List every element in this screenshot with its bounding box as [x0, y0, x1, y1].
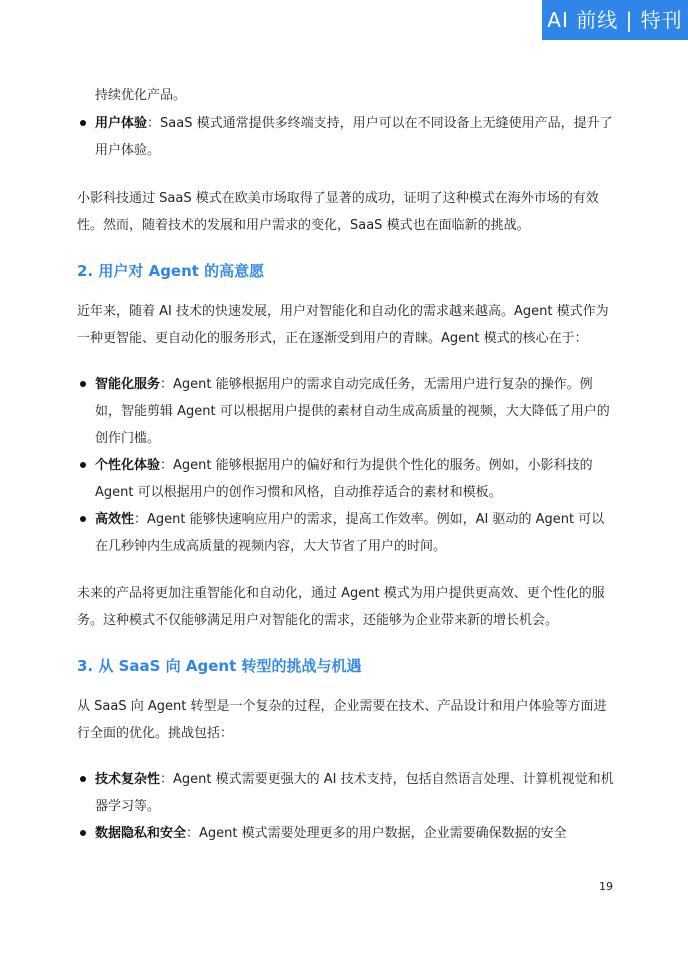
bullet-title: 智能化服务	[95, 377, 161, 392]
bullet-title: 数据隐私和安全	[95, 826, 187, 841]
bullet-title: 个性化体验	[95, 458, 161, 473]
page-content	[77, 83, 617, 847]
list-item	[77, 110, 617, 164]
bullet-list-top	[77, 110, 617, 164]
publication-badge: AI 前线 | 特刊	[542, 0, 688, 40]
bullet-text: ：Agent 能够根据用户的偏好和行为提供个性化的服务。例如，小影科技的 Agent 可以根据用户的创作习惯和风格，自动推荐适合的素材和模板。	[95, 458, 593, 500]
section-3-intro: 从 SaaS 向 Agent 转型是一个复杂的过程，企业需要在技术、产品设计和用户体验等方面进行全面的优化。挑战包括：	[77, 699, 607, 741]
continued-text: 持续优化产品。	[95, 88, 187, 103]
bullet-list-section-3	[77, 766, 617, 847]
page-number: 19	[599, 880, 613, 893]
bullet-title: 用户体验	[95, 116, 148, 131]
list-item	[77, 371, 617, 452]
section-heading-2: 2. 用户对 Agent 的高意愿	[77, 262, 265, 280]
bullet-text: ：Agent 模式需要处理更多的用户数据，企业需要确保数据的安全	[186, 826, 567, 841]
section-2-intro: 近年来，随着 AI 技术的快速发展，用户对智能化和自动化的需求越来越高。Agent 模式作为一种更智能、更自动化的服务形式，正在逐渐受到用户的青睐。Agent 模式的核心在于：	[77, 304, 609, 346]
bullet-text: ：Agent 能够根据用户的需求自动完成任务，无需用户进行复杂的操作。例如，智能剪辑 Agent 可以根据用户提供的素材自动生成高质量的视频，大大降低了用户的创作门槛。	[95, 377, 610, 446]
bullet-title: 技术复杂性	[95, 772, 161, 787]
list-item	[77, 506, 617, 560]
paragraph: 小影科技通过 SaaS 模式在欧美市场取得了显著的成功，证明了这种模式在海外市场的有效性。然而，随着技术的发展和用户需求的变化，SaaS 模式也在面临新的挑战。	[77, 191, 599, 233]
bullet-text: ：Agent 能够快速响应用户的需求，提高工作效率。例如，AI 驱动的 Agent 可以在几秒钟内生成高质量的视频内容，大大节省了用户的时间。	[95, 512, 605, 554]
list-item	[77, 766, 617, 820]
section-2-outro: 未来的产品将更加注重智能化和自动化，通过 Agent 模式为用户提供更高效、更个性化的服务。这种模式不仅能够满足用户对智能化的需求，还能够为企业带来新的增长机会。	[77, 586, 605, 628]
bullet-title: 高效性	[95, 512, 135, 527]
list-item	[77, 452, 617, 506]
bullet-text: ：Agent 模式需要更强大的 AI 技术支持，包括自然语言处理、计算机视觉和机器学习等。	[95, 772, 614, 814]
bullet-list-section-2	[77, 371, 617, 560]
bullet-text: ：SaaS 模式通常提供多终端支持，用户可以在不同设备上无缝使用产品，提升了用户体验。	[95, 116, 613, 158]
list-item	[77, 820, 617, 847]
section-heading-3: 3. 从 SaaS 向 Agent 转型的挑战与机遇	[77, 657, 362, 675]
